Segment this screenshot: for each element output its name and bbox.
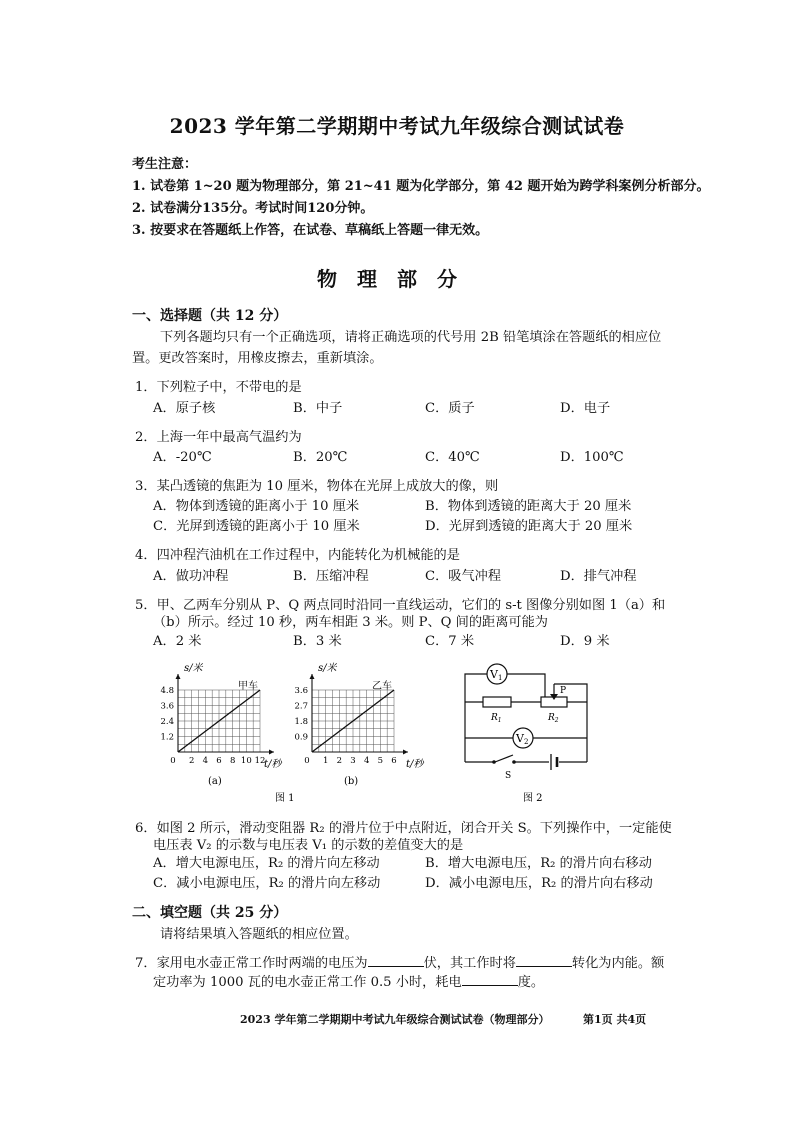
q5-option-c: C．7 米 [425, 634, 475, 649]
figure-1 [150, 660, 440, 805]
q6-option-d: D．减小电源电压，R₂ 的滑片向右移动 [425, 876, 653, 891]
y-tick-label: 1.2 [160, 732, 174, 743]
q7-text: 度。 [517, 975, 545, 990]
q3-stem: 3．某凸透镜的焦距为 10 厘米，物体在光屏上成放大的像，则 [135, 479, 499, 494]
q3-option-c: C．光屏到透镜的距离小于 10 厘米 [153, 519, 360, 534]
chart-b-ylabel: s/米 [318, 663, 337, 674]
part2-heading: 二、填空题（共 25 分） [132, 905, 288, 921]
part2-instruction: 请将结果填入答题纸的相应位置。 [160, 927, 358, 942]
q2-option-d: D．100℃ [560, 450, 624, 465]
q7-line [153, 971, 544, 990]
switch-label: S [505, 771, 512, 781]
q2-option-c: C．40℃ [425, 450, 480, 465]
q7-text: 转化为内能。额 [571, 956, 665, 971]
notice-item: 2. 试卷满分135分。考试时间120分钟。 [132, 201, 374, 216]
switch-contact [512, 760, 516, 764]
v1-label: V1 [490, 668, 503, 682]
p-label: P [560, 686, 567, 696]
q1-option-b: B．中子 [293, 401, 343, 416]
q6-option-a: A．增大电源电压，R₂ 的滑片向左移动 [153, 856, 380, 871]
q5-stem: 5．甲、乙两车分别从 P、Q 两点同时沿同一直线运动，它们的 s-t 图像分别如图 1（a）和 [135, 598, 666, 613]
chart-a-series-label: 甲车 [238, 681, 258, 692]
x-tick-label: 0 [304, 756, 310, 766]
y-tick-label: 0.9 [294, 732, 308, 743]
chart-b-series-label: 乙车 [372, 681, 392, 692]
y-tick-label: 3.6 [160, 701, 174, 712]
figure-2-caption: 图 2 [523, 793, 543, 804]
notice-item: 3. 按要求在答题纸上作答，在试卷、草稿纸上答题一律无效。 [132, 223, 489, 238]
q5-option-d: D．9 米 [560, 634, 610, 649]
q1-option-c: C．质子 [425, 401, 475, 416]
page-number: 第1页 共4页 [583, 1013, 647, 1026]
chart-a-label: (a) [208, 776, 222, 787]
x-axis-arrow-icon [269, 750, 274, 755]
y-tick-label: 1.8 [294, 717, 308, 727]
chart-a-ylabel: s/米 [184, 663, 203, 674]
switch-contact [492, 760, 496, 764]
chart-b-xlabel: t/秒 [406, 759, 424, 770]
figure-1-caption: 图 1 [275, 793, 295, 804]
chart-a [160, 662, 283, 787]
paper-title: 2023 学年第二学期期中考试九年级综合测试试卷 [169, 114, 625, 138]
q1-stem: 1．下列粒子中，不带电的是 [135, 380, 302, 395]
x-tick-label: 6 [391, 756, 397, 766]
q1-option-d: D．电子 [560, 401, 611, 416]
x-tick-label: 0 [170, 756, 176, 766]
q3-option-b: B．物体到透镜的距离大于 20 厘米 [425, 499, 632, 514]
q1-option-a: A．原子核 [153, 401, 216, 416]
q7-text: 定功率为 1000 瓦的电水壶正常工作 0.5 小时，耗电 [153, 975, 462, 990]
answer-blank[interactable] [516, 954, 572, 967]
v2-label: V2 [516, 732, 529, 746]
x-tick-label: 1 [322, 756, 329, 766]
chart-a-xlabel: t/秒 [264, 759, 282, 770]
figure-2-circuit [455, 656, 615, 804]
y-axis-arrow-icon [310, 674, 315, 679]
resistor-r1 [483, 697, 511, 707]
answer-blank[interactable] [462, 973, 518, 986]
x-tick-label: 4 [202, 756, 209, 766]
q7-text: 伏，其工作时将 [423, 956, 516, 971]
r2-label: $R_2$ [548, 713, 559, 724]
x-tick-label: 2 [188, 756, 195, 766]
switch-lever [495, 755, 513, 762]
chart-b-label: (b) [344, 776, 359, 787]
notice-item: 1. 试卷第 1~20 题为物理部分，第 21~41 题为化学部分，第 42 题开始为跨学科案例分析部分。 [132, 179, 710, 194]
q7-line [135, 952, 664, 971]
x-tick-label: 3 [350, 756, 356, 766]
x-tick-label: 8 [229, 756, 236, 766]
x-tick-label: 6 [216, 756, 222, 766]
q3-option-d: D．光屏到透镜的距离大于 20 厘米 [425, 519, 633, 534]
notice-heading: 考生注意： [132, 157, 198, 172]
q4-option-a: A．做功冲程 [153, 569, 229, 584]
chart-b [294, 662, 425, 787]
r1-label: $R_1$ [491, 713, 502, 724]
y-tick-label: 4.8 [160, 686, 174, 696]
q7-text: 7．家用电水壶正常工作时两端的电压为 [135, 956, 368, 971]
y-tick-label: 2.7 [294, 701, 308, 712]
x-tick-label: 5 [377, 756, 384, 766]
q4-option-d: D．排气冲程 [560, 569, 637, 584]
y-tick-label: 2.4 [160, 717, 174, 727]
q4-option-c: C．吸气冲程 [425, 569, 502, 584]
q6-stem: 电压表 V₂ 的示数与电压表 V₁ 的示数的差值变大的是 [153, 838, 464, 853]
footer-title: 2023 学年第二学期期中考试九年级综合测试试卷（物理部分） [240, 1013, 550, 1026]
q2-option-b: B．20℃ [293, 450, 348, 465]
q6-stem: 6．如图 2 所示，滑动变阻器 R₂ 的滑片位于中点附近，闭合开关 S。下列操作中，一定能使 [135, 821, 672, 836]
q6-option-c: C．减小电源电压，R₂ 的滑片向左移动 [153, 876, 381, 891]
x-axis-arrow-icon [403, 750, 408, 755]
section-title: 物理部分 [317, 267, 477, 291]
part1-heading: 一、选择题（共 12 分） [132, 308, 288, 324]
q2-stem: 2．上海一年中最高气温约为 [135, 430, 302, 445]
x-tick-label: 2 [336, 756, 343, 766]
q3-option-a: A．物体到透镜的距离小于 10 厘米 [153, 499, 360, 514]
x-tick-label: 4 [363, 756, 370, 766]
y-tick-label: 3.6 [294, 686, 308, 696]
q5-option-b: B．3 米 [293, 634, 342, 649]
q5-option-a: A．2 米 [153, 634, 202, 649]
q4-option-b: B．压缩冲程 [293, 569, 369, 584]
y-axis-arrow-icon [176, 674, 181, 679]
x-tick-label: 10 [240, 756, 252, 766]
x-tick-label: 12 [254, 756, 266, 766]
answer-blank[interactable] [368, 954, 424, 967]
part1-instruction: 置。更改答案时，用橡皮擦去，重新填涂。 [132, 351, 383, 366]
q6-option-b: B．增大电源电压，R₂ 的滑片向右移动 [425, 856, 652, 871]
part1-instruction: 下列各题均只有一个正确选项，请将正确选项的代号用 2B 铅笔填涂在答题纸的相应位 [160, 330, 662, 345]
q5-stem: （b）所示。经过 10 秒，两车相距 3 米。则 P、Q 间的距离可能为 [153, 615, 548, 630]
q2-option-a: A．-20℃ [153, 450, 212, 465]
q4-stem: 4．四冲程汽油机在工作过程中，内能转化为机械能的是 [135, 548, 460, 563]
